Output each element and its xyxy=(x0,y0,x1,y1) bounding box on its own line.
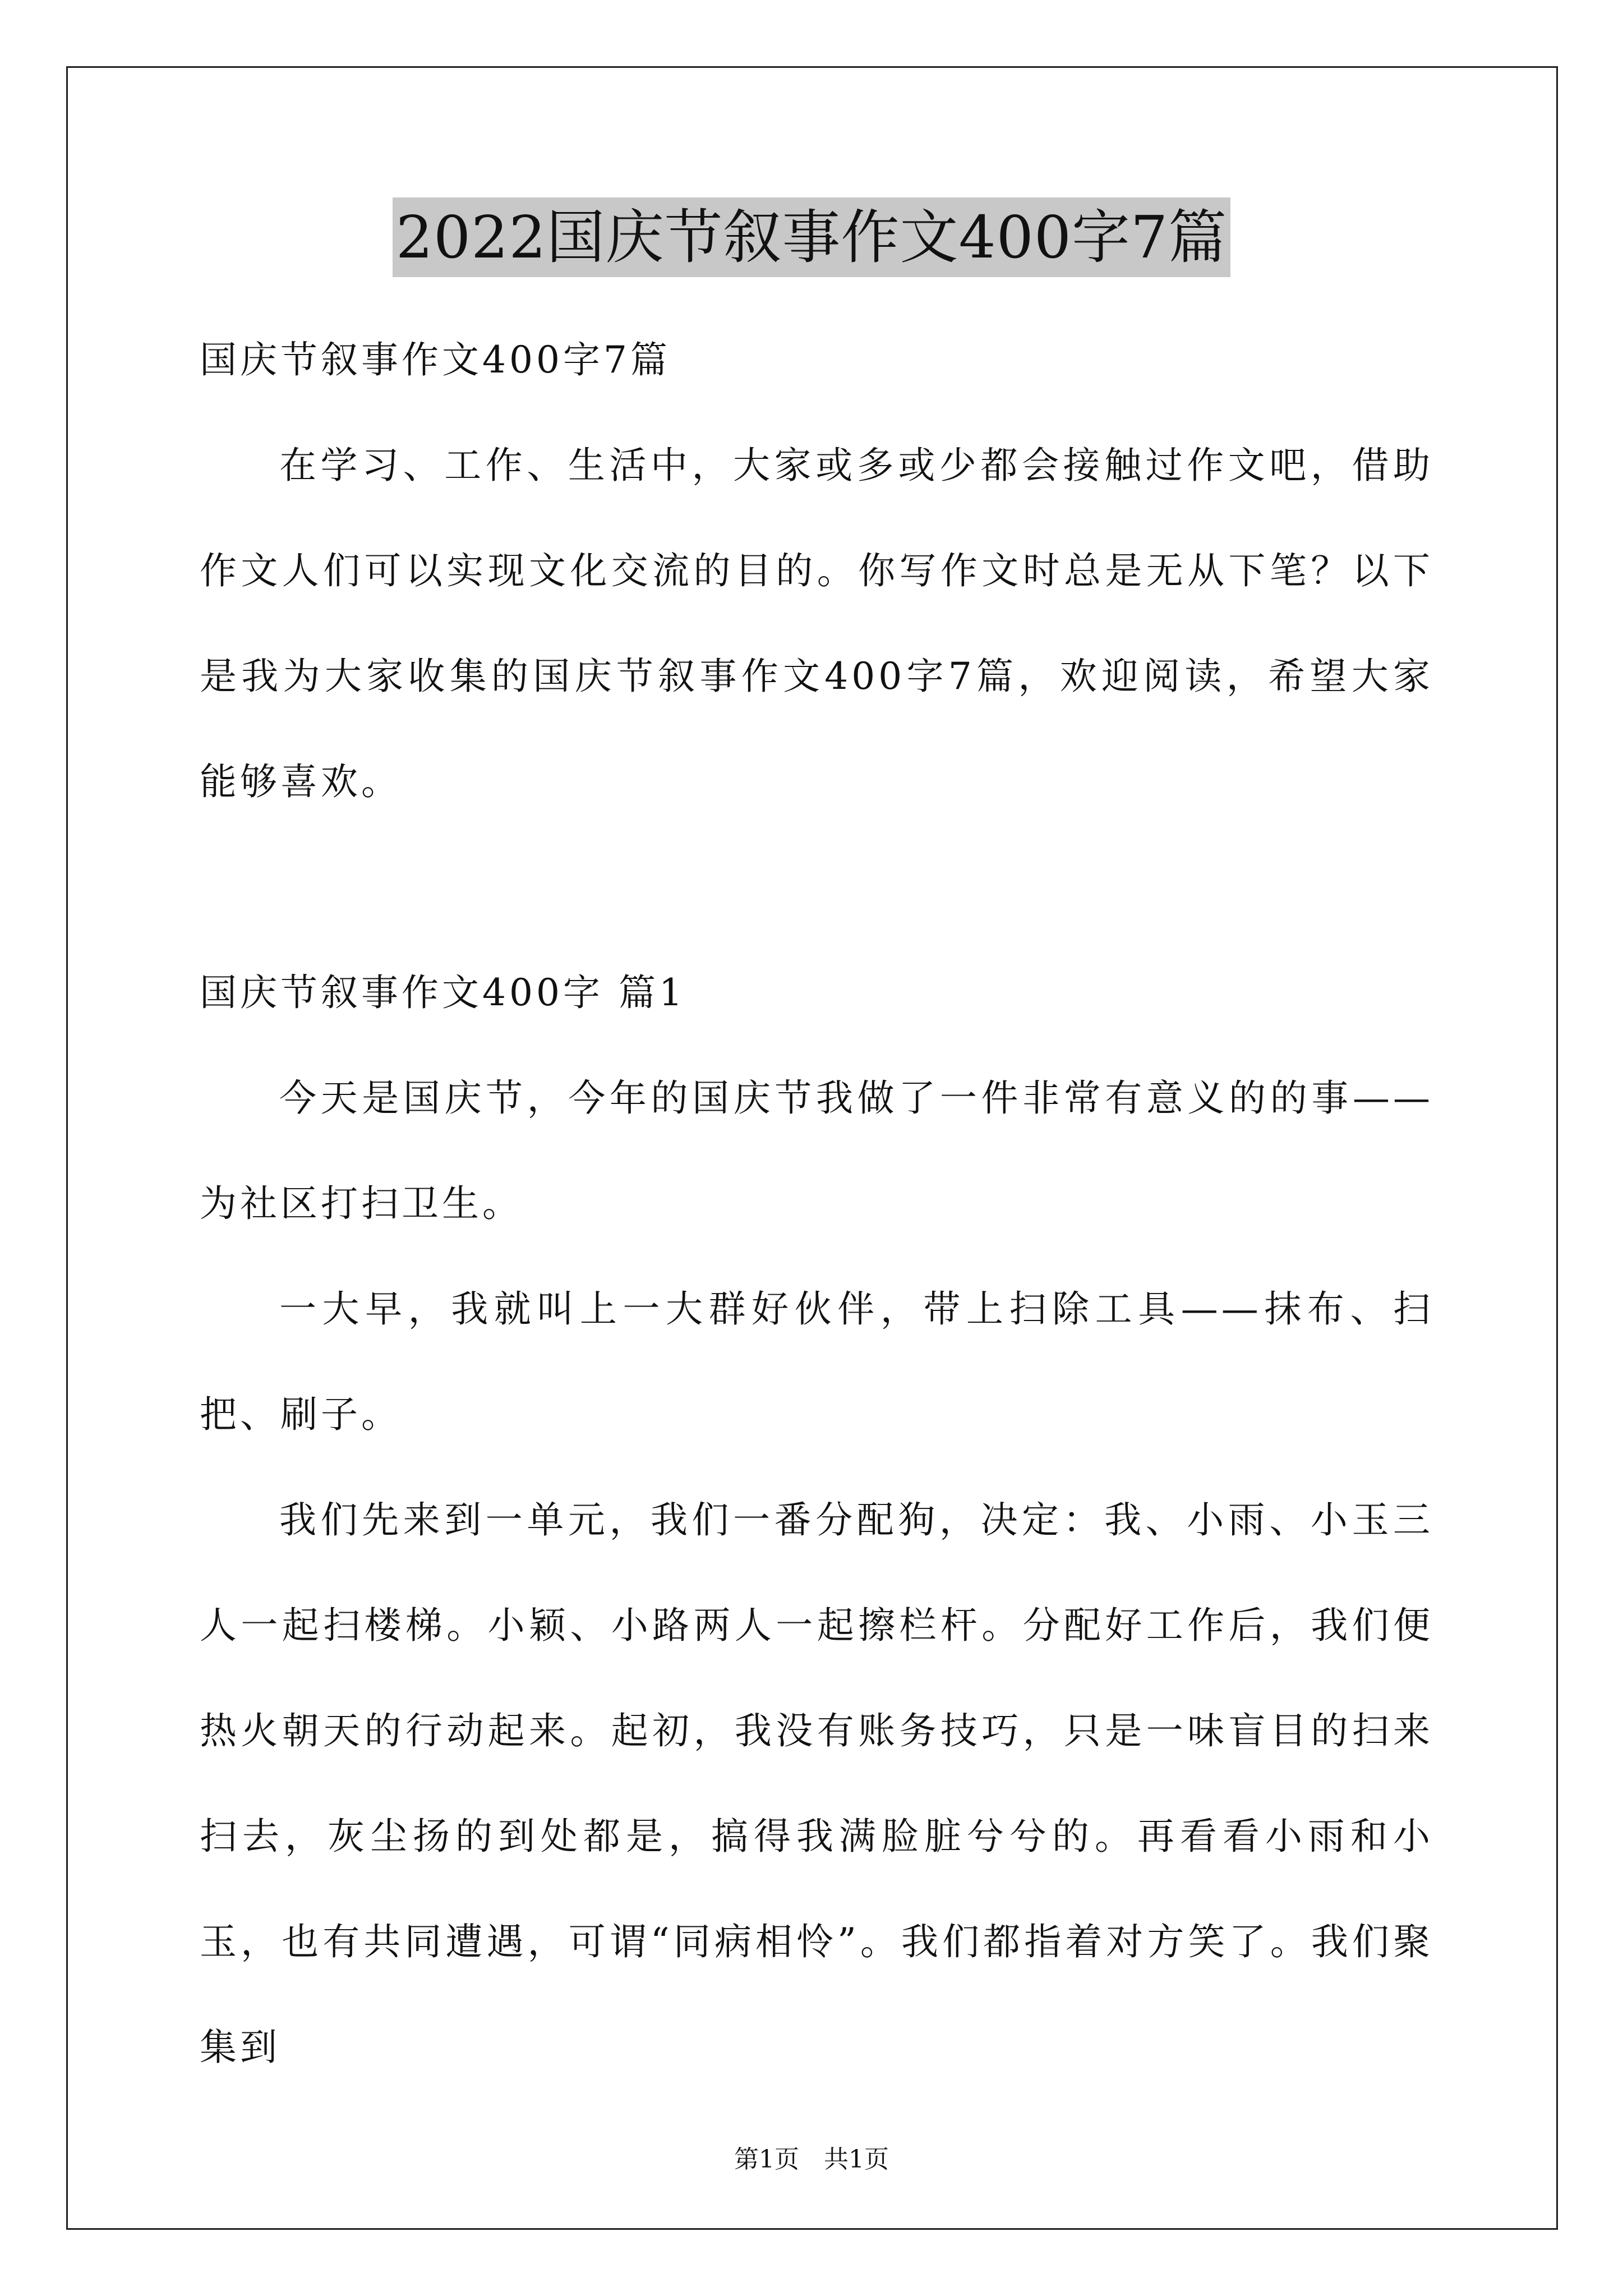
document-subtitle: 国庆节叙事作文400字7篇 xyxy=(200,338,671,381)
body-paragraph: 今天是国庆节，今年的国庆节我做了一件非常有意义的的事——为社区打扫卫生。 xyxy=(200,1076,1433,1225)
body-paragraph: 一大早，我就叫上一大群好伙伴，带上扫除工具——抹布、扫把、刷子。 xyxy=(200,1287,1433,1436)
title-wrap xyxy=(0,197,1623,277)
page-number: 第1页 xyxy=(734,2145,799,2174)
body-paragraph: 我们先来到一单元，我们一番分配狗，决定：我、小雨、小玉三人一起扫楼梯。小颖、小路两人一起擦栏杆。分配好工作后，我们便热火朝天的行动起来。起初，我没有账务技巧，只是一味盲目的扫来扫去，灰尘扬的到处都是，搞得我满脸脏兮兮的。再看看小雨和小玉，也有共同遭遇，可谓“同病相怜”。我们都指着对方笑了。我们聚集到 xyxy=(200,1498,1433,2069)
page-total: 共1页 xyxy=(824,2145,889,2174)
section-heading: 国庆节叙事作文400字 篇1 xyxy=(200,971,686,1014)
intro-paragraph: 在学习、工作、生活中，大家或多或少都会接触过作文吧，借助作文人们可以实现文化交流的目的。你写作文时总是无从下笔？以下是我为大家收集的国庆节叙事作文400字7篇，欢迎阅读，希望大家能够喜欢。 xyxy=(200,444,1433,803)
document-body xyxy=(200,307,1433,2100)
page-footer xyxy=(0,2143,1623,2177)
section-spacer xyxy=(200,835,1433,940)
document-title: 2022国庆节叙事作文400字7篇 xyxy=(393,197,1230,277)
